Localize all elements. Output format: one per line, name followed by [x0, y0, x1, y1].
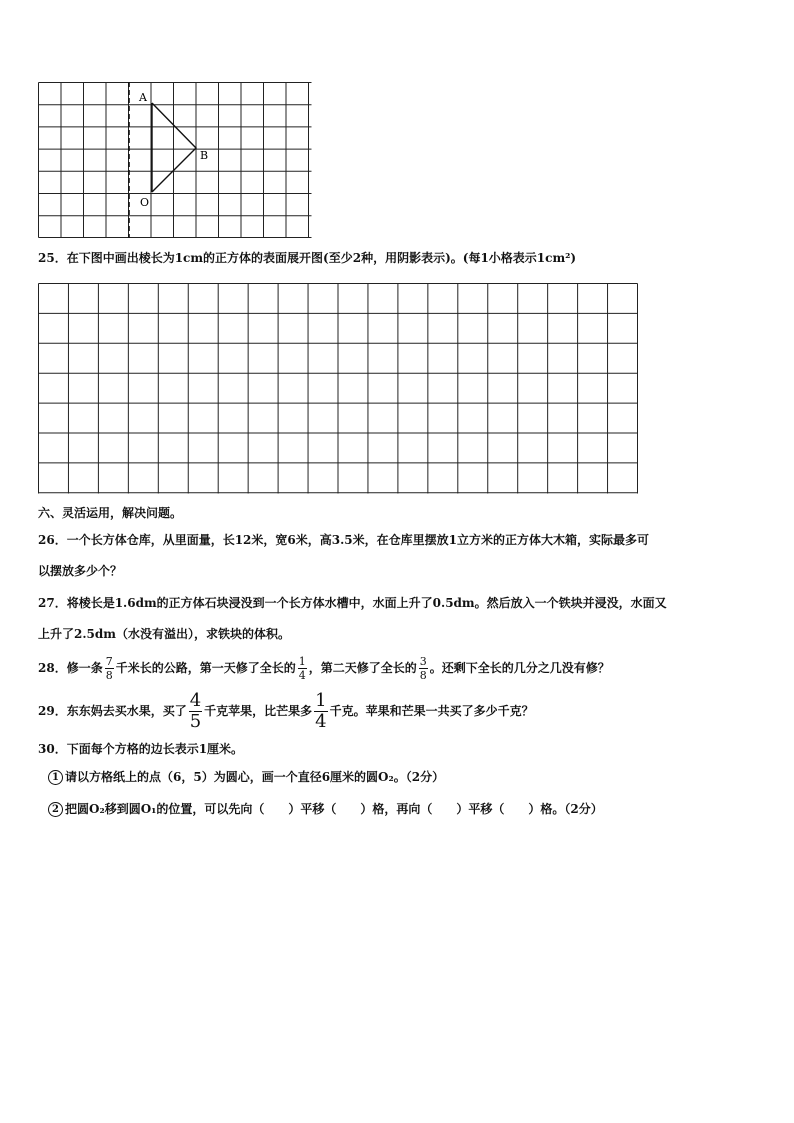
question-29: 29．东东妈去买水果，买了 $\frac{4}{5}$ 千克苹果，比芒果多 $\frac{1}{4}$ 千克。苹果和芒果一共买了多少千克？ — [38, 690, 534, 732]
fraction-1-4: $\frac{1}{4}$ — [298, 655, 306, 682]
question-28: 28．修一条 $\frac{7}{8}$ 千米长的公路，第一天修了全长的 $\frac{1}{4}$ ，第二天修了全长的 $\frac{3}{8}$ 。还剩下全长的几分之几没有修？ — [38, 655, 610, 682]
question-30-title: 30．下面每个方格的边长表示1厘米。 — [38, 742, 244, 756]
point-b-label: B — [200, 149, 209, 162]
circled-number-1: 1 — [48, 770, 63, 785]
point-o-label: O — [140, 196, 150, 209]
question-30-sub2: 2 把圆O₂移到圆O₁的位置，可以先向（ ）平移（ ）格，再向（ ）平移（ ）格。（2分） — [48, 800, 603, 818]
question-26-line2: 以摆放多少个？ — [38, 564, 123, 578]
net-drawing-grid — [38, 283, 642, 495]
question-26-line1: 26．一个长方体仓库，从里面量，长12米，宽6米，高3.5米，在仓库里摆放1立方米的正方体大木箱，实际最多可 — [38, 533, 649, 547]
axis-symmetry-grid — [38, 82, 314, 238]
question-30-sub1: 1 请以方格纸上的点（6，5）为圆心，画一个直径6厘米的圆O₂。（2分） — [48, 768, 444, 786]
section-6-title: 六、灵活运用，解决问题。 — [38, 506, 183, 520]
fraction-3-8: $\frac{3}{8}$ — [419, 655, 427, 682]
question-25: 25．在下图中画出棱长为1cm的正方体的表面展开图(至少2种，用阴影表示)。(每1小格表示1cm²) — [38, 251, 577, 265]
circled-number-2: 2 — [48, 802, 63, 817]
question-27-line2: 上升了2.5dm（水没有溢出），求铁块的体积。 — [38, 627, 290, 641]
fraction-1-4-large: $\frac{1}{4}$ — [315, 690, 327, 732]
fraction-7-8: $\frac{7}{8}$ — [105, 655, 113, 682]
question-27-line1: 27．将棱长是1.6dm的正方体石块浸没到一个长方体水槽中，水面上升了0.5dm。然后放入一个铁块并浸没，水面又 — [38, 596, 667, 610]
fraction-4-5: $\frac{4}{5}$ — [189, 690, 202, 732]
point-a-label: A — [139, 91, 147, 104]
